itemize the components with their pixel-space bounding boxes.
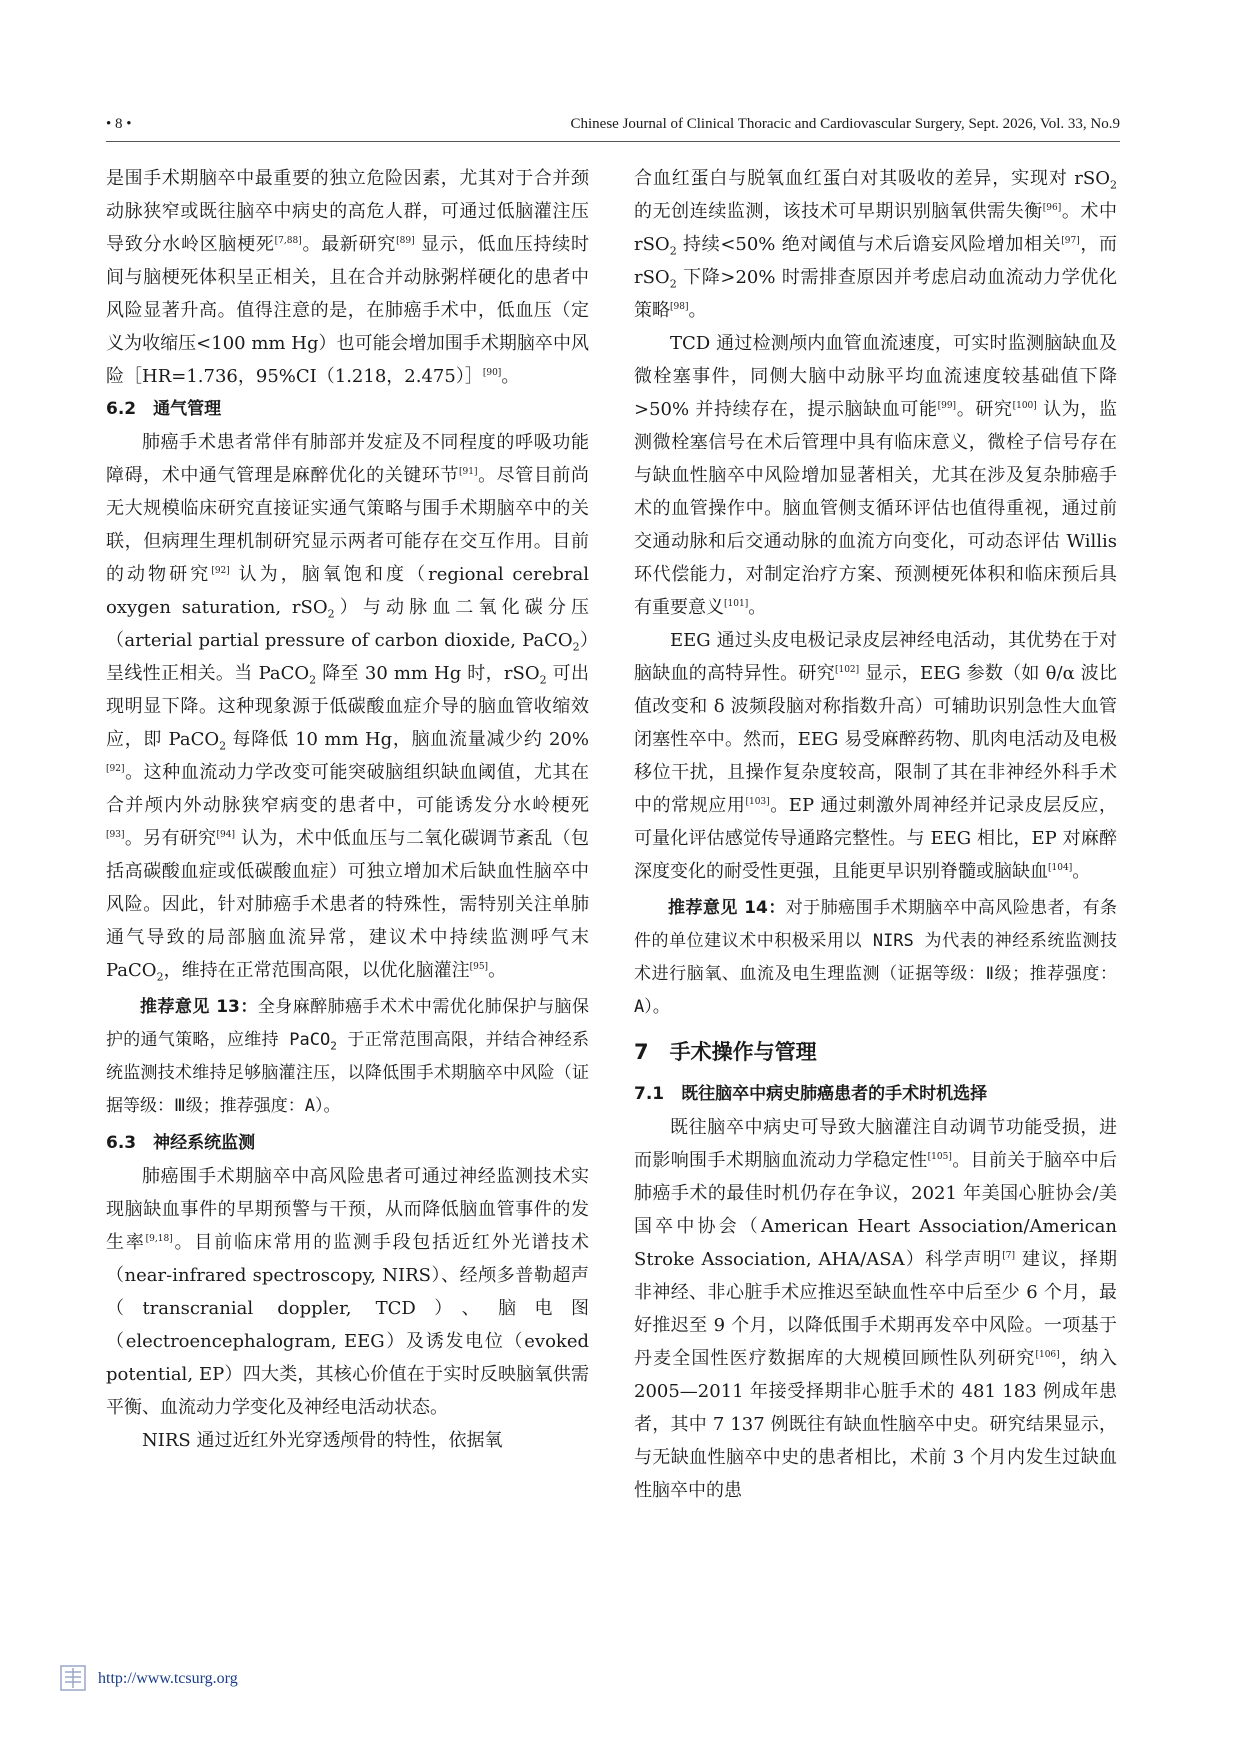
- left-column: [106, 162, 589, 1457]
- paragraph: 合血红蛋白与脱氧血红蛋白对其吸收的差异，实现对 rSO$_2$ 的无创连续监测，该技术可早期识别脑氧供需失衡[96]。术中 rSO$_2$ 持续<50% 绝对阈值与术后谵妄风险增加相关[97]，而 rSO$_2$ 下降>20% 时需排查原因并考虑启动血流动力学优化策略[98]。: [634, 168, 1118, 321]
- paragraph: 肺癌手术患者常伴有肺部并发症及不同程度的呼吸功能障碍，术中通气管理是麻醉优化的关键环节[91]。尽管目前尚无大规模临床研究直接证实通气策略与围手术期脑卒中的关联，但病理生理机制研究显示两者可能存在交互作用。目前的动物研究[92] 认为，脑氧饱和度（regional cerebral oxygen saturation, rSO$_2$）与动脉血二氧化碳分压（arterial partial pressure of carbon dioxide, PaCO$_2$）呈线性正相关。当 PaCO$_2$ 降至 30 mm Hg 时，rSO$_2$ 可出现明显下降。这种现象源于低碳酸血症介导的脑血管收缩效应，即 PaCO$_2$ 每降低 10 mm Hg，脑血流量减少约 20%[92]。这种血流动力学改变可能突破脑组织缺血阈值，尤其在合并颅内外动脉狭窄病变的患者中，可能诱发分水岭梗死[93]。另有研究[94] 认为，术中低血压与二氧化碳调节紊乱（包括高碳酸血症或低碳酸血症）可独立增加术后缺血性脑卒中风险。因此，针对肺癌手术患者的特殊性，需特别关注单肺通气导致的局部脑血流异常，建议术中持续监测呼气末 PaCO$_2$，维持在正常范围高限，以优化脑灌注[95]。: [106, 432, 590, 984]
- citation[interactable]: [97]: [1061, 236, 1080, 246]
- page-number: • 8 •: [106, 116, 132, 132]
- recommendation-label: 推荐意见 14：: [668, 898, 786, 918]
- recommendation-label: 推荐意见 13：: [140, 997, 258, 1017]
- recommendation-14: 推荐意见 14：对于肺癌围手术期脑卒中高风险患者，有条件的单位建议术中积极采用以 NIRS 为代表的神经系统监测技术进行脑氧、血流及电生理监测（证据等级：Ⅱ级；推荐强度：A）。: [634, 898, 1118, 1017]
- citation[interactable]: [104]: [1048, 863, 1073, 873]
- paragraph: 既往脑卒中病史可导致大脑灌注自动调节功能受损，进而影响围手术期脑血流动力学稳定性[105]。目前关于脑卒中后肺癌手术的最佳时机仍存在争议，2021 年美国心脏协会/美国卒中协会（American Heart Association/American Stroke Association, AHA/ASA）科学声明[7] 建议，择期非神经、非心脏手术应推迟至缺血性卒中后至少 6 个月，最好推迟至 9 个月，以降低围手术期再发卒中风险。一项基于丹麦全国性医疗数据库的大规模回顾性队列研究[106]，纳入 2005—2011 年接受择期非心脏手术的 481 183 例成年患者，其中 7 137 例既往有缺血性脑卒中史。研究结果显示，与无缺血性脑卒中史的患者相比，术前 3 个月内发生过缺血性脑卒中的患: [634, 1117, 1118, 1501]
- running-header: [106, 116, 1120, 138]
- citation[interactable]: [103]: [745, 797, 770, 807]
- citation[interactable]: [92]: [106, 764, 125, 774]
- citation[interactable]: [91]: [459, 467, 478, 477]
- citation[interactable]: [7]: [1002, 1251, 1015, 1261]
- citation[interactable]: [9,18]: [145, 1234, 173, 1244]
- citation[interactable]: [98]: [670, 302, 689, 312]
- citation[interactable]: [90]: [482, 368, 502, 378]
- journal-logo-icon: [60, 1664, 86, 1692]
- citation[interactable]: [106]: [1035, 1350, 1060, 1360]
- right-column: [634, 162, 1117, 1507]
- citation[interactable]: [95]: [469, 962, 489, 972]
- paragraph: 是围手术期脑卒中最重要的独立危险因素，尤其对于合并颈动脉狭窄或既往脑卒中病史的高危人群，可通过低脑灌注压导致分水岭区脑梗死[7,88]。最新研究[89] 显示，低血压持续时间与脑梗死体积呈正相关，且在合并动脉粥样硬化的患者中风险显著升高。值得注意的是，在肺癌手术中，低血压（定义为收缩压<100 mm Hg）也可能会增加围手术期脑卒中风险［HR=1.736，95%CI（1.218，2.475）］[90]。: [106, 168, 590, 387]
- citation[interactable]: [89]: [396, 236, 415, 246]
- citation[interactable]: [96]: [1042, 203, 1062, 213]
- citation[interactable]: [99]: [937, 401, 957, 411]
- recommendation-13: 推荐意见 13：全身麻醉肺癌手术术中需优化肺保护与脑保护的通气策略，应维持 PaCO$_2$ 于正常范围高限，并结合神经系统监测技术维持足够脑灌注压，以降低围手术期脑卒中风险（证据等级：Ⅲ级；推荐强度：A）。: [106, 997, 590, 1116]
- paragraph: NIRS 通过近红外光穿透颅骨的特性，依据氧: [142, 1430, 503, 1451]
- paragraph: 肺癌围手术期脑卒中高风险患者可通过神经监测技术实现脑缺血事件的早期预警与干预，从而降低脑血管事件的发生率[9,18]。目前临床常用的监测手段包括近红外光谱技术（near-infrared spectroscopy, NIRS）、经颅多普勒超声（transcranial doppler, TCD）、脑电图（electroencephalogram, EEG）及诱发电位（evoked potential, EP）四大类，其核心价值在于实时反映脑氧供需平衡、血流动力学变化及神经电活动状态。: [106, 1166, 590, 1418]
- citation[interactable]: [93]: [106, 830, 125, 840]
- journal-citation: Chinese Journal of Clinical Thoracic and Cardiovascular Surgery, Sept. 2026, Vol. 33, No.9: [570, 116, 1120, 132]
- section-heading-7: 7 手术操作与管理: [634, 1040, 817, 1064]
- section-heading-7-1: 7.1 既往脑卒中病史肺癌患者的手术时机选择: [634, 1084, 988, 1104]
- section-heading-6-2: 6.2 通气管理: [106, 399, 222, 419]
- citation[interactable]: [100]: [1012, 401, 1037, 411]
- paragraph: TCD 通过检测颅内血管血流速度，可实时监测脑缺血及微栓塞事件，同侧大脑中动脉平均血流速度较基础值下降>50% 并持续存在，提示脑缺血可能[99]。研究[100] 认为，监测微栓塞信号在术后管理中具有临床意义，微栓子信号存在与缺血性脑卒中风险增加显著相关，尤其在涉及复杂肺癌手术的血管操作中。脑血管侧支循环评估也值得重视，通过前交通动脉和后交通动脉的血流方向变化，可动态评估 Willis 环代偿能力，对制定治疗方案、预测梗死体积和临床预后具有重要意义[101]。: [634, 333, 1118, 618]
- citation[interactable]: [94]: [216, 830, 235, 840]
- section-heading-6-3: 6.3 神经系统监测: [106, 1133, 256, 1153]
- journal-url-link[interactable]: http://www.tcsurg.org: [98, 1670, 238, 1687]
- citation[interactable]: [92]: [211, 566, 230, 576]
- citation[interactable]: [7,88]: [274, 236, 302, 246]
- citation[interactable]: [101]: [724, 599, 749, 609]
- header-rule: [106, 141, 1120, 142]
- citation[interactable]: [102]: [834, 665, 860, 675]
- paragraph: EEG 通过头皮电极记录皮层神经电活动，其优势在于对脑缺血的高特异性。研究[102] 显示，EEG 参数（如 θ/α 波比值改变和 δ 波频段脑对称指数升高）可辅助识别急性大血管闭塞性卒中。然而，EEG 易受麻醉药物、肌肉电活动及电极移位干扰，且操作复杂度较高，限制了其在非神经外科手术中的常规应用[103]。EP 通过刺激外周神经并记录皮层反应，可量化评估感觉传导通路完整性。与 EEG 相比，EP 对麻醉深度变化的耐受性更强，且能更早识别脊髓或脑缺血[104]。: [634, 630, 1118, 882]
- citation[interactable]: [105]: [927, 1152, 952, 1162]
